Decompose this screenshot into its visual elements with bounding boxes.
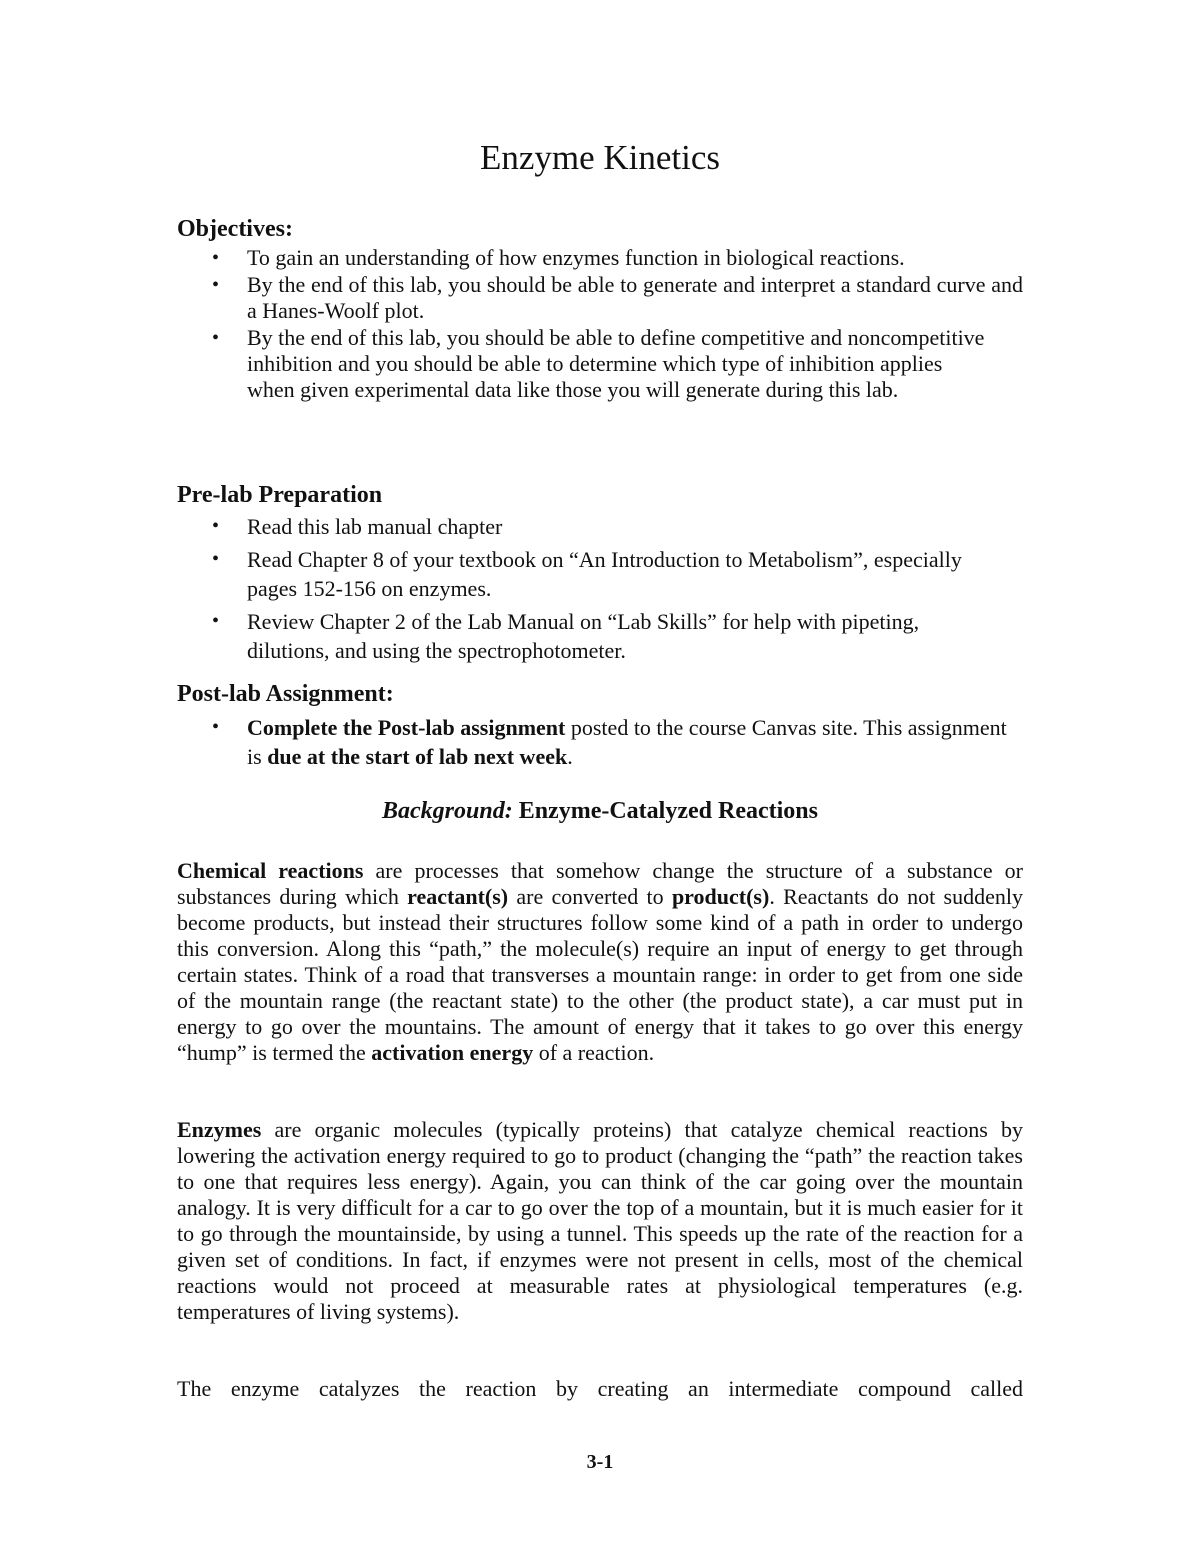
list-item bbox=[177, 325, 1023, 403]
objective-text: By the end of this lab, you should be able to generate and interpret a standard curve and a Hanes-Woolf plot. bbox=[247, 272, 1023, 323]
paragraph-text: are organic molecules (typically proteins) that catalyze chemical reactions by lowering the activation energy required to go to product (changing the “path” the reaction takes to one that requires less energy). Again, you can think of the car going over the mountain analogy. It is very difficult for a car to go over the top of a mountain, but it is much easier for it to go through the mountainside, by using a tunnel. This speeds up the rate of the reaction for a given set of conditions. In fact, if enzymes were not present in cells, most of the chemical reactions would not proceed at measurable rates at physiological temperatures (e.g. temperatures of living systems). bbox=[177, 1117, 1023, 1324]
bold-term: product(s) bbox=[671, 884, 770, 909]
bullet-icon: • bbox=[212, 247, 220, 269]
bold-term: activation energy bbox=[371, 1040, 534, 1065]
bullet-icon: • bbox=[212, 716, 220, 738]
list-item bbox=[177, 512, 1023, 541]
postlab-heading: Post-lab Assignment: bbox=[177, 681, 394, 707]
list-item bbox=[177, 272, 1023, 324]
paragraph-text: are converted to bbox=[508, 884, 672, 909]
prelab-heading: Pre-lab Preparation bbox=[177, 482, 383, 508]
prelab-text: Read Chapter 8 of your textbook on “An Introduction to Metabolism”, especially pages 152-156 on enzymes. bbox=[247, 547, 962, 601]
list-item bbox=[177, 607, 1023, 665]
paragraph-enzymes bbox=[177, 1117, 1023, 1325]
paragraph-text: of a reaction. bbox=[533, 1040, 655, 1065]
prelab-list bbox=[177, 512, 1023, 665]
postlab-bold-start: Complete the Post-lab assignment bbox=[247, 715, 566, 740]
paragraph-text: are processes that somehow change the structure of a substance or substances during which bbox=[177, 858, 1024, 909]
bullet-icon: • bbox=[212, 548, 220, 570]
bold-term: Enzymes bbox=[177, 1117, 262, 1142]
bold-term: Chemical reactions bbox=[177, 858, 364, 883]
list-item bbox=[177, 713, 1023, 771]
objective-text: By the end of this lab, you should be able to define competitive and noncompetitive inhibition and you should be able to determine which type of inhibition applies when given experimental data like those you will generate during this lab. bbox=[247, 325, 985, 402]
document-title: Enzyme Kinetics bbox=[479, 138, 721, 177]
objectives-heading: Objectives: bbox=[177, 216, 293, 242]
prelab-text: Review Chapter 2 of the Lab Manual on “Lab Skills” for help with pipeting, dilutions, and using the spectrophotometer. bbox=[247, 609, 920, 663]
paragraph-chemical-reactions bbox=[177, 858, 1023, 1066]
bullet-icon: • bbox=[212, 327, 220, 349]
list-item bbox=[177, 245, 1023, 271]
bullet-icon: • bbox=[212, 515, 220, 537]
postlab-text bbox=[247, 713, 1023, 771]
objectives-list bbox=[177, 245, 1023, 403]
paragraph-intermediate: The enzyme catalyzes the reaction by creating an intermediate compound called bbox=[177, 1376, 1023, 1401]
page-number: 3-1 bbox=[586, 1451, 614, 1473]
postlab-bold-end: due at the start of lab next week bbox=[267, 744, 568, 769]
objective-text: To gain an understanding of how enzymes function in biological reactions. bbox=[247, 245, 905, 270]
bullet-icon: • bbox=[212, 274, 220, 296]
postlab-middle: posted to the course Canvas site. This assignment is bbox=[247, 715, 1007, 769]
list-item bbox=[177, 545, 1023, 603]
prelab-text: Read this lab manual chapter bbox=[247, 514, 503, 539]
paragraph-text: . Reactants do not suddenly become products, but instead their structures follow some kind of a path in order to undergo this conversion. Along this “path,” the molecule(s) require an input of energy to get through certain states. Think of a road that transverses a mountain range: in order to get from one side of the mountain range (the reactant state) to the other (the product state), a car must put in energy to go over the mountains. The amount of energy that it takes to go over this energy “hump” is termed the bbox=[177, 884, 1023, 1065]
postlab-end: . bbox=[567, 744, 573, 769]
background-heading-rest: Enzyme-Catalyzed Reactions bbox=[512, 798, 818, 824]
bold-term: reactant(s) bbox=[407, 884, 509, 909]
background-heading bbox=[0, 797, 1200, 825]
background-heading-italic: Background: bbox=[382, 798, 513, 824]
postlab-list bbox=[177, 713, 1023, 771]
bullet-icon: • bbox=[212, 610, 220, 632]
